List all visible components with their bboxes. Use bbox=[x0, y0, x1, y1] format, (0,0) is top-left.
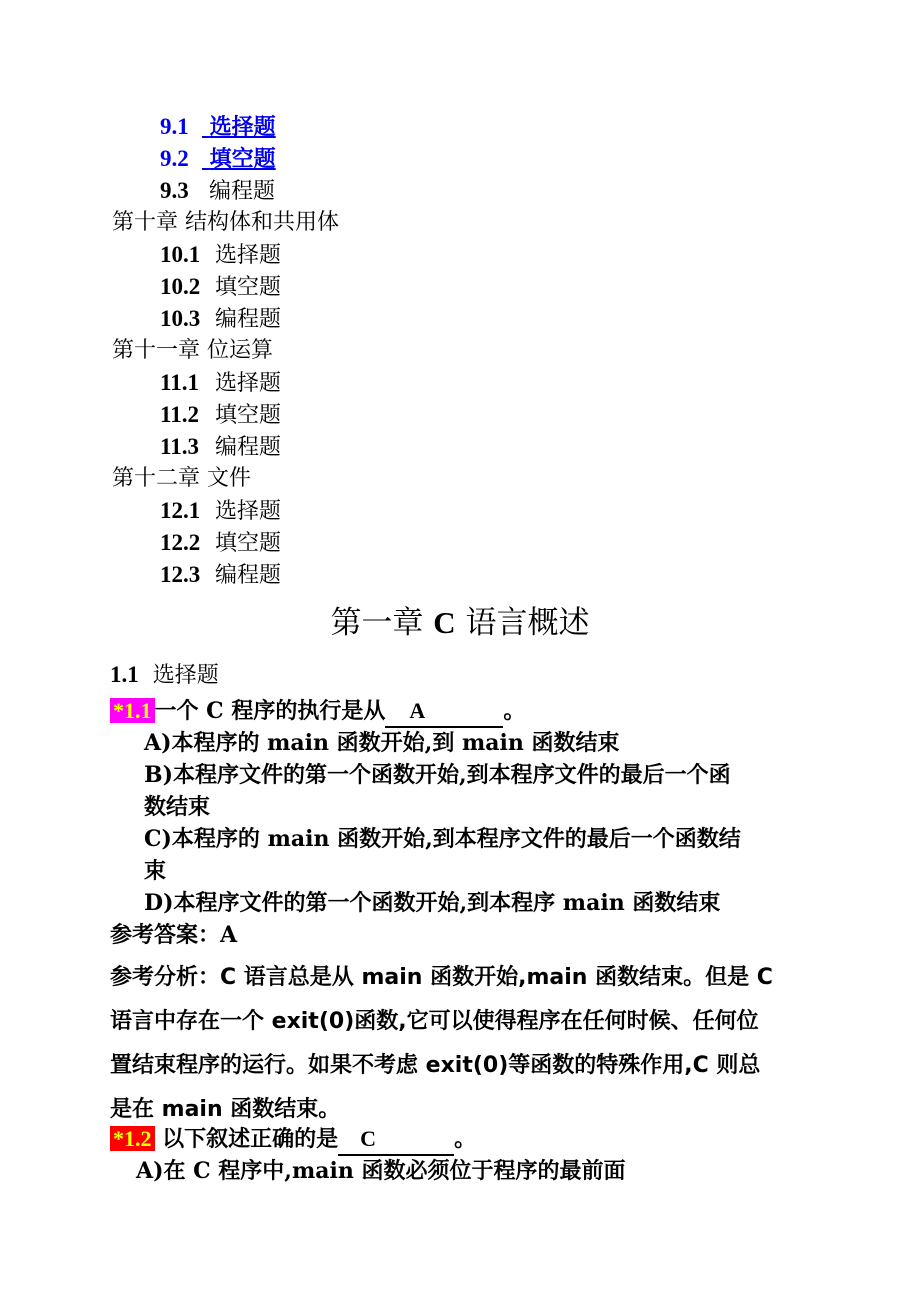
option-a: A)在 C 程序中,main 函数必须位于程序的最前面 bbox=[136, 1158, 626, 1184]
toc-chapter-10: 第十章 结构体和共用体 bbox=[112, 210, 339, 235]
analysis-paragraph: 参考分析：C 语言总是从 main 函数开始,main 函数结束。但是 C 语言中存在一个 exit(0)函数,它可以使得程序在任何时候、任何位 置结束程序的运行。如果不考虑 exit(0)等函数的特殊作用,C 则总 是在 main 函数结束。 bbox=[110, 965, 773, 1122]
answer-blank: C bbox=[338, 1124, 454, 1156]
answer-blank: A bbox=[385, 696, 503, 728]
toc-item-12-3: 12.3 编程题 bbox=[160, 562, 282, 588]
option-b-cont: 数结束 bbox=[144, 794, 211, 820]
toc-item-11-3: 11.3 编程题 bbox=[160, 434, 282, 460]
toc-item-10-3: 10.3 编程题 bbox=[160, 306, 282, 332]
question-tag: *1.2 bbox=[110, 1126, 155, 1151]
toc-item-12-2: 12.2 填空题 bbox=[160, 530, 282, 556]
toc-link-9-2[interactable]: 9.2 填空题 bbox=[160, 146, 276, 172]
question-1-1: *1.1 一个 C 程序的执行是从 A 。 bbox=[110, 696, 525, 728]
section-title: 1.1 选择题 bbox=[110, 662, 219, 688]
toc-link-9-1[interactable]: 9.1 选择题 bbox=[160, 114, 276, 140]
option-c-cont: 束 bbox=[144, 858, 167, 884]
toc-chapter-11: 第十一章 位运算 bbox=[112, 338, 273, 363]
toc-item-12-1: 12.1 选择题 bbox=[160, 498, 282, 524]
option-d: D)本程序文件的第一个函数开始,到本程序 main 函数结束 bbox=[144, 890, 721, 916]
toc-item-9-1[interactable] bbox=[160, 112, 276, 143]
option-c: C)本程序的 main 函数开始,到本程序文件的最后一个函数结 bbox=[144, 826, 741, 852]
toc-item-9-3: 9.3 编程题 bbox=[160, 178, 276, 204]
reference-answer: 参考答案：A bbox=[110, 922, 238, 948]
option-b: B)本程序文件的第一个函数开始,到本程序文件的最后一个函 bbox=[144, 762, 731, 788]
toc-item-10-1: 10.1 选择题 bbox=[160, 242, 282, 268]
toc-item-11-2: 11.2 填空题 bbox=[160, 402, 282, 428]
toc-item-10-2: 10.2 填空题 bbox=[160, 274, 282, 300]
option-a: A)本程序的 main 函数开始,到 main 函数结束 bbox=[144, 730, 620, 756]
toc-item-9-2[interactable] bbox=[160, 144, 276, 175]
toc-chapter-12: 第十二章 文件 bbox=[112, 466, 251, 491]
toc-item-11-1: 11.1 选择题 bbox=[160, 370, 282, 396]
question-1-2: *1.2 以下叙述正确的是 C 。 bbox=[110, 1124, 476, 1156]
chapter-heading: 第一章 C 语言概述 bbox=[330, 605, 590, 641]
question-tag: *1.1 bbox=[110, 698, 155, 723]
